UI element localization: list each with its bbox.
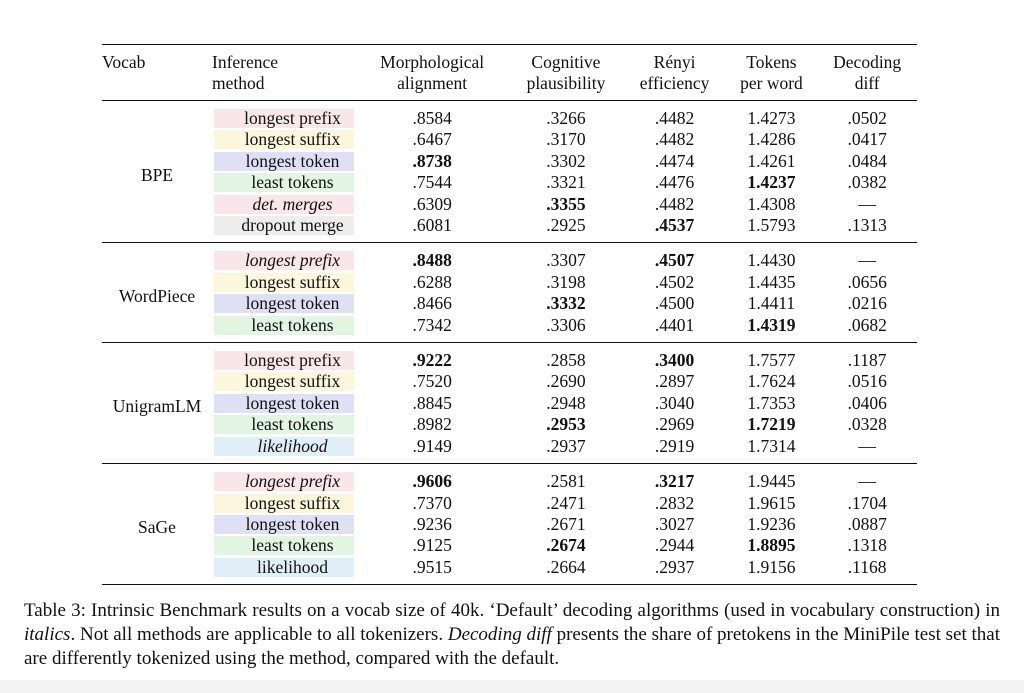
cell-cog: .2664 [546,556,586,577]
table-row [102,493,917,514]
cell-cog: .2690 [546,371,586,392]
cell-tok: 1.9445 [747,471,796,492]
table-row [102,464,917,493]
table-row [102,243,917,272]
cell-morph: .7342 [412,314,452,335]
cell-renyi: .4507 [654,250,695,271]
method-label: least tokens [214,415,354,434]
cell-cog: .2925 [546,215,586,236]
group-unigramlm [102,343,917,464]
table-row [102,194,917,215]
cell-tok: 1.7353 [747,392,796,413]
method-cell [212,293,356,314]
method-label: longest prefix [214,351,354,370]
cell-tok: 1.8895 [747,535,796,556]
table-row [102,315,917,343]
cell-tok: 1.4411 [747,293,796,314]
table-row [102,414,917,435]
cell-dec: .0502 [847,108,887,128]
cell-morph: .8982 [412,414,452,435]
cell-tok: 1.9615 [747,492,796,513]
method-label: longest suffix [214,130,354,149]
cell-tok: 1.4237 [747,172,796,193]
cell-tok: 1.4261 [747,150,796,171]
table-row [102,557,917,585]
table-row [102,393,917,414]
cell-dec: .1187 [847,350,887,371]
cell-renyi: .4482 [654,108,695,128]
cell-dec: — [858,250,876,271]
cell-morph: .6081 [412,215,452,236]
method-label: longest token [214,152,354,171]
cell-cog: .3321 [546,172,586,193]
method-label: least tokens [214,316,354,335]
cell-renyi: .4502 [654,271,695,292]
method-cell [212,436,356,464]
cell-morph: .8488 [412,250,452,271]
method-label: longest prefix [214,472,354,491]
cell-cog: .3198 [546,271,586,292]
cell-morph: .8584 [412,108,452,128]
cell-cog: .3306 [546,314,586,335]
cell-morph: .9125 [412,535,452,556]
header-morph-line2: alignment [397,73,468,93]
cell-morph: .9515 [412,556,452,577]
cell-dec: .1704 [847,492,887,513]
method-cell [212,194,356,215]
cell-tok: 1.4430 [747,250,796,271]
method-label: likelihood [214,437,354,456]
cell-morph: .6309 [412,193,452,214]
cell-dec: .0516 [847,371,887,392]
caption-emphasis-italics: italics [24,624,71,645]
cell-tok: 1.7314 [747,435,796,456]
cell-cog: .2858 [546,350,586,371]
method-cell [212,464,356,493]
cell-tok: 1.4308 [747,193,796,214]
method-cell [212,343,356,372]
cell-morph: .7370 [412,492,452,513]
cell-renyi: .3217 [654,471,695,492]
cell-renyi: .3400 [654,350,695,371]
method-label: longest suffix [214,372,354,391]
table-row [102,172,917,193]
vocab-label: UnigramLM [112,395,202,416]
cell-morph: .8466 [412,293,452,314]
cell-cog: .3332 [546,293,586,314]
method-label: longest token [214,515,354,534]
cell-cog: .3170 [546,129,586,150]
method-label: longest token [214,394,354,413]
header-tokens-line2: per word [740,73,803,93]
caption-part-1: Table 3: Intrinsic Benchmark results on a vocab size of 40k. ‘Default’ decoding algorithms (used in vocabulary construction) in [24,600,1000,621]
group-wordpiece [102,243,917,343]
cell-cog: .3266 [546,108,586,128]
method-cell [212,493,356,514]
cell-morph: .6288 [412,271,452,292]
method-cell [212,393,356,414]
cell-dec: .1318 [847,535,887,556]
header-method-line2: method [212,73,265,93]
group-sage [102,464,917,585]
method-cell [212,514,356,535]
cell-tok: 1.4319 [747,314,796,335]
header-morph [356,45,508,101]
results-table [102,44,917,585]
header-vocab-text: Vocab [102,52,146,72]
cell-renyi: .4482 [654,129,695,150]
method-cell [212,315,356,343]
cell-tok: 1.7624 [747,371,796,392]
vocab-label: BPE [140,164,174,185]
method-label: longest prefix [214,251,354,270]
table-row [102,272,917,293]
header-renyi [624,45,726,101]
cell-morph: .9149 [412,435,452,456]
cell-renyi: .2937 [654,556,695,577]
method-label: least tokens [214,536,354,555]
cell-renyi: .3040 [654,392,695,413]
method-label: longest prefix [214,109,354,128]
method-cell [212,101,356,130]
header-tokens-line1: Tokens [746,52,797,72]
method-cell [212,172,356,193]
method-cell [212,272,356,293]
cell-renyi: .3027 [654,513,695,534]
cell-cog: .2948 [546,392,586,413]
method-label: longest suffix [214,273,354,292]
cell-morph: .8845 [412,392,452,413]
cell-cog: .2674 [546,535,586,556]
method-label: dropout merge [214,216,354,235]
header-method [212,45,356,101]
method-cell [212,557,356,585]
table-row [102,436,917,464]
cell-renyi: .4474 [654,150,695,171]
cell-renyi: .4537 [654,215,695,236]
table-row [102,514,917,535]
table-row [102,343,917,372]
caption-part-3: presents the share of pretokens in the MiniPile test set that are differently tokenized using the method, compared with the default. [24,624,1001,669]
method-cell [212,243,356,272]
header-renyi-line2: efficiency [639,73,710,93]
cell-dec: .0417 [847,129,887,150]
method-cell [212,129,356,150]
method-cell [212,414,356,435]
header-cognitive-line1: Cognitive [531,52,601,72]
cell-morph: .7520 [412,371,452,392]
cell-cog: .2581 [546,471,586,492]
cell-tok: 1.5793 [747,215,796,236]
cell-dec: .1313 [847,215,887,236]
table-row [102,215,917,243]
cell-dec: .1168 [847,556,887,577]
method-cell [212,371,356,392]
cell-dec: .0216 [847,293,887,314]
cell-renyi: .2919 [654,435,695,456]
table-row [102,371,917,392]
cell-dec: — [858,193,876,214]
cell-renyi: .2944 [654,535,695,556]
cell-dec: .0887 [847,513,887,534]
cell-renyi: .4401 [654,314,695,335]
cell-morph: .9222 [412,350,452,371]
header-decoding-line2: diff [854,73,880,93]
header-renyi-line1: Rényi [653,52,696,72]
table-row [102,101,917,130]
table-row [102,129,917,150]
table-row [102,151,917,172]
cell-renyi: .4500 [654,293,695,314]
cell-cog: .2953 [546,414,586,435]
header-morph-line1: Morphological [380,52,485,72]
cell-dec: .0328 [847,414,887,435]
cell-tok: 1.9236 [747,513,796,534]
cell-cog: .3355 [546,193,586,214]
header-tokens [726,45,818,101]
cell-dec: .0484 [847,150,887,171]
cell-tok: 1.9156 [747,556,796,577]
header-cognitive [508,45,623,101]
vocab-label: WordPiece [118,285,196,306]
table-caption [24,599,1000,671]
cell-dec: — [858,435,876,456]
cell-tok: 1.7219 [747,414,796,435]
header-method-line1: Inference [212,52,279,72]
caption-part-2: . Not all methods are applicable to all tokenizers. [70,624,448,645]
cell-morph: .8738 [412,150,452,171]
cell-dec: .0682 [847,314,887,335]
method-label: likelihood [214,558,354,577]
method-label: least tokens [214,173,354,192]
cell-cog: .3302 [546,150,586,171]
bottom-bar [0,680,1024,693]
cell-cog: .3307 [546,250,586,271]
cell-tok: 1.4286 [747,129,796,150]
group-bpe [102,101,917,243]
cell-morph: .6467 [412,129,452,150]
cell-renyi: .4476 [654,172,695,193]
method-cell [212,151,356,172]
caption-emphasis-decoding-diff: Decoding diff [447,624,552,645]
header-decoding-line1: Decoding [833,52,902,72]
cell-dec: .0382 [847,172,887,193]
cell-dec: — [858,471,876,492]
method-label: longest suffix [214,494,354,513]
method-cell [212,215,356,243]
method-label: det. merges [214,195,354,214]
cell-morph: .9236 [412,513,452,534]
cell-renyi: .2969 [654,414,695,435]
table-row [102,535,917,556]
cell-morph: .7544 [412,172,452,193]
cell-dec: .0406 [847,392,887,413]
method-cell [212,535,356,556]
cell-tok: 1.7577 [747,350,796,371]
cell-dec: .0656 [847,271,887,292]
cell-cog: .2671 [546,513,586,534]
cell-renyi: .2832 [654,492,695,513]
header-decoding [817,45,917,101]
header-vocab [102,45,212,101]
cell-morph: .9606 [412,471,452,492]
cell-cog: .2937 [546,435,586,456]
table-row [102,293,917,314]
header-cognitive-line2: plausibility [526,73,606,93]
vocab-label: SaGe [138,516,176,537]
header-row [102,45,917,101]
cell-renyi: .2897 [654,371,695,392]
cell-tok: 1.4435 [747,271,796,292]
cell-renyi: .4482 [654,193,695,214]
cell-cog: .2471 [546,492,586,513]
cell-tok: 1.4273 [747,108,796,128]
method-label: longest token [214,294,354,313]
